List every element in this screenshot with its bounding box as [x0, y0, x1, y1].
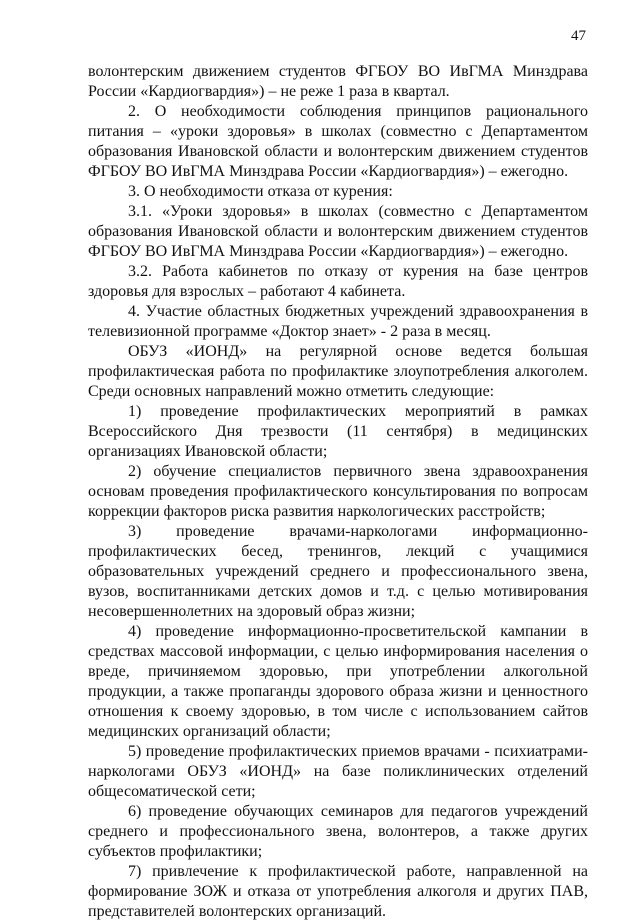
list-item-1: 1) проведение профилактических мероприятий в рамках Всероссийского Дня трезвости (11 сентября) в медицинских организациях Ивановской области;	[88, 403, 588, 460]
paragraph-item-4: 4. Участие областных бюджетных учреждений здравоохранения в телевизионной программе «Доктор знает» - 2 раза в месяц.	[88, 303, 588, 340]
paragraph-item-3: 3. О необходимости отказа от курения:	[128, 183, 393, 200]
list-item-4: 4) проведение информационно-просветительской кампании в средствах массовой информации, с целью информирования населения о вреде, причиняемом здоровью, при употреблении алкогольной продукции, а также пропаганды здорового образа жизни и ценностного отношения к своему здоровью, в том числе с использованием сайтов медицинских организаций области;	[88, 623, 588, 740]
paragraph-continuation: волонтерским движением студентов ФГБОУ ВО ИвГМА Минздрава России «Кардиогвардия») – не реже 1 раза в квартал.	[88, 63, 588, 100]
paragraph-item-2: 2. О необходимости соблюдения принципов рационального питания – «уроки здоровья» в школах (совместно с Департаментом образования Ивановской области и волонтерским движением студентов ФГБОУ ВО ИвГМА Минздрава России «Кардиогвардия») – ежегодно.	[88, 103, 588, 180]
list-item-2: 2) обучение специалистов первичного звена здравоохранения основам проведения профилактического консультирования по вопросам коррекции факторов риска развития наркологических расстройств;	[88, 463, 588, 520]
document-body	[88, 62, 588, 922]
page-number: 47	[571, 28, 586, 44]
list-item-5: 5) проведение профилактических приемов врачами - психиатрами-наркологами ОБУЗ «ИОНД» на базе поликлинических отделений общесоматической сети;	[88, 743, 588, 800]
list-item-7: 7) привлечение к профилактической работе, направленной на формирование ЗОЖ и отказа от употребления алкоголя и других ПАВ, представителей волонтерских организаций.	[88, 863, 588, 920]
paragraph-item-3-1: 3.1. «Уроки здоровья» в школах (совместно с Департаментом образования Ивановской области и волонтерским движением студентов ФГБОУ ВО ИвГМА Минздрава России «Кардиогвардия») – ежегодно.	[88, 203, 588, 260]
list-item-6: 6) проведение обучающих семинаров для педагогов учреждений среднего и профессионального звена, волонтеров, а также других субъектов профилактики;	[88, 803, 588, 860]
paragraph-item-3-2: 3.2. Работа кабинетов по отказу от курения на базе центров здоровья для взрослых – работают 4 кабинета.	[88, 263, 588, 300]
paragraph-iond-intro: ОБУЗ «ИОНД» на регулярной основе ведется большая профилактическая работа по профилактике злоупотребления алкоголем. Среди основных направлений можно отметить следующие:	[88, 343, 588, 400]
list-item-3: 3) проведение врачами-наркологами информационно-профилактических бесед, тренингов, лекций с учащимися образовательных учреждений среднего и профессионального звена, вузов, воспитанниками детских домов и т.д. с целью мотивирования несовершеннолетних на здоровый образ жизни;	[88, 523, 588, 620]
